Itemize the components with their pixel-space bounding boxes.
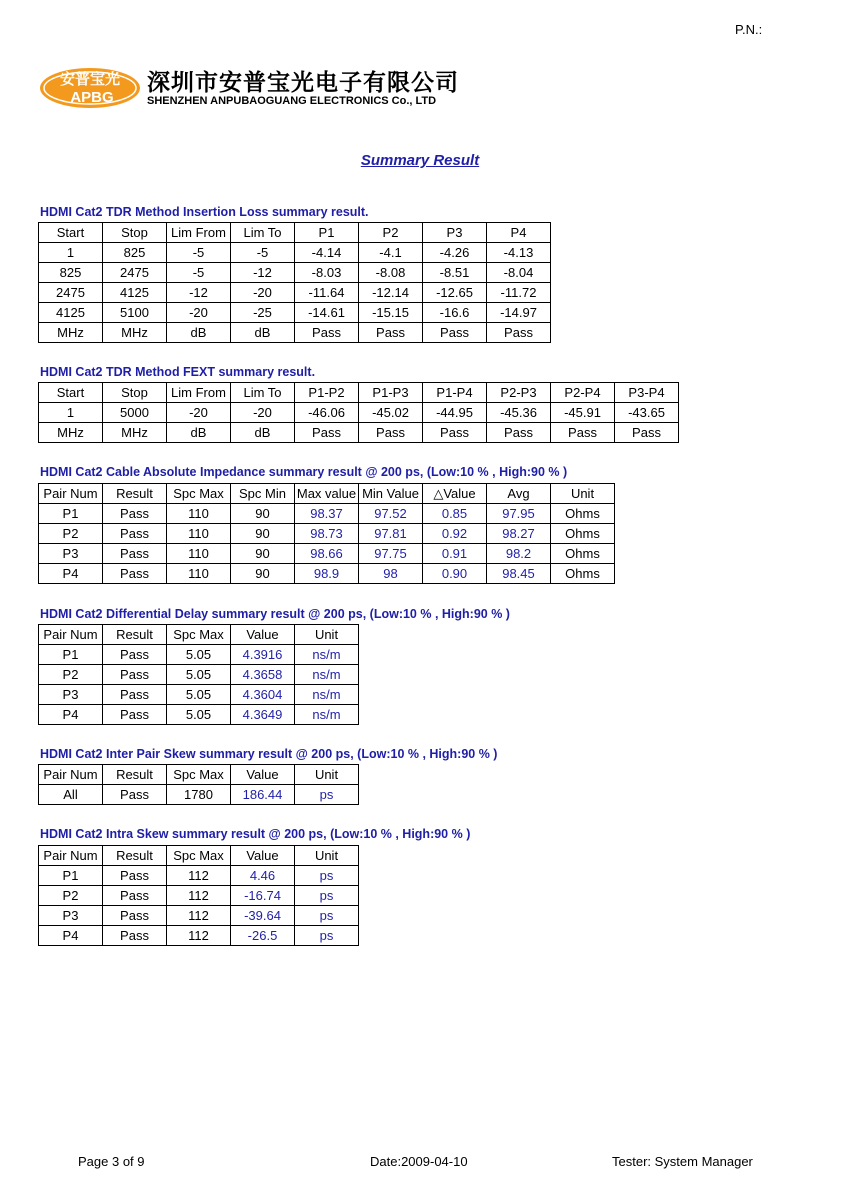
table-cell: 90 <box>231 504 295 524</box>
table-row <box>39 926 359 946</box>
table-cell: 0.90 <box>423 564 487 584</box>
table-cell: Pass <box>103 685 167 705</box>
table-cell: dB <box>167 423 231 443</box>
column-header: Lim From <box>167 223 231 243</box>
diff-delay-heading: HDMI Cat2 Differential Delay summary result @ 200 ps, (Low:10 % , High:90 % ) <box>40 607 510 621</box>
table-cell: -5 <box>167 263 231 283</box>
table-cell: 90 <box>231 524 295 544</box>
company-name-cn: 深圳市安普宝光电子有限公司 <box>147 69 459 96</box>
table-cell: -8.03 <box>295 263 359 283</box>
page-title-text: Summary Result <box>360 152 480 169</box>
column-header: Avg <box>487 484 551 504</box>
inter-skew-table <box>38 764 359 805</box>
table-cell: -8.51 <box>423 263 487 283</box>
table-cell: Pass <box>295 323 359 343</box>
table-cell: Pass <box>103 886 167 906</box>
table-cell: 110 <box>167 564 231 584</box>
column-header: Start <box>39 383 103 403</box>
table-cell: -46.06 <box>295 403 359 423</box>
column-header: Value <box>231 625 295 645</box>
table-cell: P3 <box>39 544 103 564</box>
table-cell: -5 <box>167 243 231 263</box>
column-header: Pair Num <box>39 625 103 645</box>
table-cell: 97.75 <box>359 544 423 564</box>
table-header-row <box>39 484 615 504</box>
column-header: Spc Max <box>167 765 231 785</box>
column-header: Lim From <box>167 383 231 403</box>
table-cell: 90 <box>231 564 295 584</box>
column-header: Min Value <box>359 484 423 504</box>
table-cell: 110 <box>167 544 231 564</box>
table-cell: dB <box>231 323 295 343</box>
table-cell: Pass <box>423 323 487 343</box>
inter-skew-heading: HDMI Cat2 Inter Pair Skew summary result @ 200 ps, (Low:10 % , High:90 % ) <box>40 747 498 761</box>
column-header: Result <box>103 625 167 645</box>
column-header: P1 <box>295 223 359 243</box>
table-row <box>39 283 551 303</box>
table-cell: -20 <box>167 403 231 423</box>
table-cell: 98.73 <box>295 524 359 544</box>
table-cell: Pass <box>103 504 167 524</box>
page-title <box>0 152 844 169</box>
table-row <box>39 685 359 705</box>
company-logo <box>38 62 144 112</box>
column-header: P4 <box>487 223 551 243</box>
table-header-row <box>39 625 359 645</box>
table-cell: 5.05 <box>167 685 231 705</box>
column-header: Result <box>103 484 167 504</box>
intra-skew-table <box>38 845 359 946</box>
table-cell: 0.92 <box>423 524 487 544</box>
table-cell: -12 <box>167 283 231 303</box>
table-cell: dB <box>167 323 231 343</box>
column-header: Unit <box>295 625 359 645</box>
footer-tester: Tester: System Manager <box>612 1154 753 1169</box>
table-cell: Pass <box>103 705 167 725</box>
table-cell: Pass <box>103 926 167 946</box>
table-cell: Pass <box>103 564 167 584</box>
column-header: Pair Num <box>39 846 103 866</box>
column-header: P2-P3 <box>487 383 551 403</box>
table-cell: -12.14 <box>359 283 423 303</box>
column-header: Unit <box>295 765 359 785</box>
table-cell: 112 <box>167 926 231 946</box>
table-cell: -25 <box>231 303 295 323</box>
table-cell: Ohms <box>551 564 615 584</box>
table-cell: P2 <box>39 524 103 544</box>
table-cell: dB <box>231 423 295 443</box>
table-cell: -45.02 <box>359 403 423 423</box>
table-cell: ns/m <box>295 705 359 725</box>
column-header: P2 <box>359 223 423 243</box>
fext-table <box>38 382 679 443</box>
table-cell: 5.05 <box>167 665 231 685</box>
table-cell: 4125 <box>103 283 167 303</box>
table-cell: 97.95 <box>487 504 551 524</box>
table-cell: -5 <box>231 243 295 263</box>
diff-delay-table <box>38 624 359 725</box>
table-cell: 98.27 <box>487 524 551 544</box>
table-cell: ps <box>295 785 359 805</box>
table-cell: -12.65 <box>423 283 487 303</box>
table-cell: Pass <box>103 906 167 926</box>
column-header: △Value <box>423 484 487 504</box>
column-header: P3 <box>423 223 487 243</box>
table-cell: 4.3604 <box>231 685 295 705</box>
table-cell: -20 <box>167 303 231 323</box>
column-header: P1-P2 <box>295 383 359 403</box>
column-header: P1-P3 <box>359 383 423 403</box>
table-cell: MHz <box>39 423 103 443</box>
column-header: Result <box>103 765 167 785</box>
table-cell: -4.13 <box>487 243 551 263</box>
table-cell: P4 <box>39 705 103 725</box>
table-header-row <box>39 846 359 866</box>
table-row <box>39 544 615 564</box>
table-cell: 4.3649 <box>231 705 295 725</box>
table-cell: P2 <box>39 665 103 685</box>
impedance-table <box>38 483 615 584</box>
table-cell: 98 <box>359 564 423 584</box>
column-header: Spc Max <box>167 625 231 645</box>
column-header: Spc Min <box>231 484 295 504</box>
table-cell: Pass <box>551 423 615 443</box>
fext-heading: HDMI Cat2 TDR Method FEXT summary result. <box>40 365 316 379</box>
table-cell: -11.72 <box>487 283 551 303</box>
table-row <box>39 423 679 443</box>
table-cell: -39.64 <box>231 906 295 926</box>
table-cell: 2475 <box>39 283 103 303</box>
table-cell: Pass <box>103 785 167 805</box>
table-cell: -43.65 <box>615 403 679 423</box>
table-cell: Pass <box>423 423 487 443</box>
table-cell: 4125 <box>39 303 103 323</box>
table-cell: 98.37 <box>295 504 359 524</box>
footer-page: Page 3 of 9 <box>78 1154 145 1169</box>
column-header: P1-P4 <box>423 383 487 403</box>
table-cell: 2475 <box>103 263 167 283</box>
table-cell: Ohms <box>551 544 615 564</box>
table-cell: 5000 <box>103 403 167 423</box>
table-cell: -4.26 <box>423 243 487 263</box>
table-cell: -12 <box>231 263 295 283</box>
table-cell: 97.81 <box>359 524 423 544</box>
column-header: Max value <box>295 484 359 504</box>
column-header: Unit <box>295 846 359 866</box>
column-header: P3-P4 <box>615 383 679 403</box>
table-cell: -15.15 <box>359 303 423 323</box>
table-cell: -8.08 <box>359 263 423 283</box>
table-row <box>39 323 551 343</box>
table-cell: 186.44 <box>231 785 295 805</box>
table-row <box>39 665 359 685</box>
table-cell: -26.5 <box>231 926 295 946</box>
table-cell: 98.2 <box>487 544 551 564</box>
table-cell: Pass <box>103 524 167 544</box>
insertion-loss-heading: HDMI Cat2 TDR Method Insertion Loss summary result. <box>40 205 369 219</box>
table-cell: 5.05 <box>167 645 231 665</box>
table-cell: 1 <box>39 403 103 423</box>
table-cell: P4 <box>39 926 103 946</box>
table-cell: P1 <box>39 504 103 524</box>
table-cell: -20 <box>231 283 295 303</box>
table-cell: -11.64 <box>295 283 359 303</box>
table-cell: Pass <box>359 323 423 343</box>
table-cell: P3 <box>39 685 103 705</box>
table-cell: Pass <box>359 423 423 443</box>
table-row <box>39 645 359 665</box>
table-row <box>39 705 359 725</box>
table-cell: All <box>39 785 103 805</box>
column-header: Lim To <box>231 223 295 243</box>
table-cell: Pass <box>295 423 359 443</box>
table-cell: -20 <box>231 403 295 423</box>
column-header: Result <box>103 846 167 866</box>
table-cell: ps <box>295 866 359 886</box>
table-cell: MHz <box>103 423 167 443</box>
table-row <box>39 785 359 805</box>
table-cell: -45.36 <box>487 403 551 423</box>
table-row <box>39 906 359 926</box>
table-cell: -8.04 <box>487 263 551 283</box>
logo-cn-text: 安普宝光 <box>59 70 121 88</box>
table-row <box>39 403 679 423</box>
table-cell: -16.74 <box>231 886 295 906</box>
table-cell: 0.91 <box>423 544 487 564</box>
table-row <box>39 303 551 323</box>
table-row <box>39 504 615 524</box>
table-cell: 825 <box>103 243 167 263</box>
table-cell: MHz <box>39 323 103 343</box>
table-cell: P2 <box>39 886 103 906</box>
table-cell: ps <box>295 906 359 926</box>
impedance-heading: HDMI Cat2 Cable Absolute Impedance summary result @ 200 ps, (Low:10 % , High:90 % ) <box>40 465 568 479</box>
table-cell: MHz <box>103 323 167 343</box>
table-cell: 1 <box>39 243 103 263</box>
column-header: Stop <box>103 383 167 403</box>
column-header: Lim To <box>231 383 295 403</box>
table-cell: 98.66 <box>295 544 359 564</box>
table-cell: -4.14 <box>295 243 359 263</box>
table-cell: 112 <box>167 906 231 926</box>
table-cell: ps <box>295 926 359 946</box>
table-cell: Ohms <box>551 524 615 544</box>
table-cell: 0.85 <box>423 504 487 524</box>
table-cell: -4.1 <box>359 243 423 263</box>
table-cell: 4.3916 <box>231 645 295 665</box>
logo-en-text: APBG <box>70 89 114 106</box>
table-cell: Pass <box>487 323 551 343</box>
table-row <box>39 886 359 906</box>
table-cell: 825 <box>39 263 103 283</box>
table-cell: 1780 <box>167 785 231 805</box>
table-cell: 4.46 <box>231 866 295 886</box>
table-cell: ns/m <box>295 685 359 705</box>
table-cell: ns/m <box>295 665 359 685</box>
table-cell: 110 <box>167 524 231 544</box>
table-header-row <box>39 223 551 243</box>
table-cell: P4 <box>39 564 103 584</box>
column-header: Pair Num <box>39 484 103 504</box>
column-header: P2-P4 <box>551 383 615 403</box>
footer-date: Date:2009-04-10 <box>370 1154 468 1169</box>
table-row <box>39 263 551 283</box>
insertion-loss-table <box>38 222 551 343</box>
table-cell: 4.3658 <box>231 665 295 685</box>
column-header: Spc Max <box>167 846 231 866</box>
table-cell: P1 <box>39 866 103 886</box>
table-cell: -14.61 <box>295 303 359 323</box>
table-cell: 5.05 <box>167 705 231 725</box>
table-cell: Pass <box>103 665 167 685</box>
column-header: Pair Num <box>39 765 103 785</box>
table-cell: Ohms <box>551 504 615 524</box>
table-cell: 112 <box>167 886 231 906</box>
table-row <box>39 243 551 263</box>
table-cell: 112 <box>167 866 231 886</box>
table-header-row <box>39 383 679 403</box>
table-cell: Pass <box>103 544 167 564</box>
table-row <box>39 866 359 886</box>
table-cell: Pass <box>615 423 679 443</box>
column-header: Unit <box>551 484 615 504</box>
table-cell: -16.6 <box>423 303 487 323</box>
column-header: Value <box>231 846 295 866</box>
table-cell: Pass <box>103 645 167 665</box>
table-cell: 110 <box>167 504 231 524</box>
table-cell: 97.52 <box>359 504 423 524</box>
part-number-label: P.N.: <box>735 22 763 37</box>
table-row <box>39 524 615 544</box>
column-header: Start <box>39 223 103 243</box>
table-cell: ns/m <box>295 645 359 665</box>
column-header: Stop <box>103 223 167 243</box>
table-cell: ps <box>295 886 359 906</box>
table-cell: -45.91 <box>551 403 615 423</box>
table-cell: P1 <box>39 645 103 665</box>
column-header: Spc Max <box>167 484 231 504</box>
table-cell: P3 <box>39 906 103 926</box>
table-cell: Pass <box>487 423 551 443</box>
table-cell: Pass <box>103 866 167 886</box>
company-name-en: SHENZHEN ANPUBAOGUANG ELECTRONICS Co., LTD <box>147 95 437 107</box>
table-cell: -44.95 <box>423 403 487 423</box>
intra-skew-heading: HDMI Cat2 Intra Skew summary result @ 200 ps, (Low:10 % , High:90 % ) <box>40 827 471 841</box>
table-row <box>39 564 615 584</box>
table-cell: 98.45 <box>487 564 551 584</box>
table-cell: 5100 <box>103 303 167 323</box>
table-cell: 90 <box>231 544 295 564</box>
table-cell: -14.97 <box>487 303 551 323</box>
table-cell: 98.9 <box>295 564 359 584</box>
table-header-row <box>39 765 359 785</box>
column-header: Value <box>231 765 295 785</box>
